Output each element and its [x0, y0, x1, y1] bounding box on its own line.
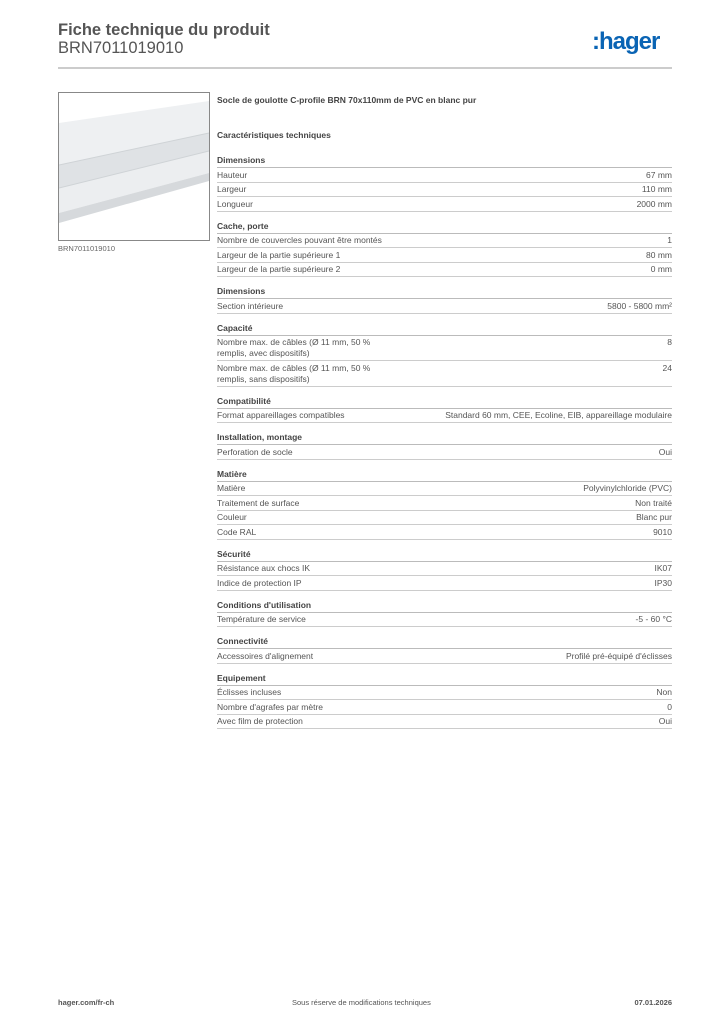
spec-value: Blanc pur [636, 512, 672, 522]
spec-value: -5 - 60 °C [635, 614, 672, 624]
spec-section [217, 154, 672, 212]
spec-value: Standard 60 mm, CEE, Ecoline, EIB, appareillage modulaire [445, 410, 672, 420]
spec-label: Éclisses incluses [217, 687, 282, 697]
spec-label: Matière [217, 483, 246, 493]
spec-label: Code RAL [217, 526, 257, 537]
spec-label: Traitement de surface [217, 497, 300, 508]
spec-section [217, 285, 672, 314]
spec-section [217, 468, 672, 540]
spec-value: Polyvinylchloride (PVC) [583, 483, 672, 493]
footer-date: 07.01.2026 [634, 998, 672, 1007]
spec-row [217, 299, 672, 314]
spec-value: 0 [667, 701, 672, 712]
section-title: Installation, montage [217, 431, 672, 445]
spec-row [217, 700, 672, 715]
spec-value: Profilé pré-équipé d'éclisses [565, 650, 672, 661]
section-title: Matière [217, 468, 672, 482]
spec-row [217, 496, 672, 511]
spec-section [217, 548, 672, 591]
spec-label: Nombre de couvercles pouvant être montés [217, 235, 382, 245]
spec-value: Non traité [635, 497, 672, 508]
spec-section [217, 220, 672, 278]
spec-section [217, 431, 672, 460]
spec-value: Non [656, 687, 672, 697]
spec-row [217, 576, 672, 591]
spec-label: Section intérieure [217, 300, 284, 311]
section-title: Sécurité [217, 548, 672, 562]
spec-value: 8 [667, 337, 672, 347]
spec-value: Oui [658, 716, 672, 726]
product-description: Socle de goulotte C-profile BRN 70x110mm de PVC en blanc pur [217, 95, 477, 105]
section-title: Conditions d'utilisation [217, 599, 672, 613]
spec-value: 110 mm [641, 184, 672, 194]
spec-row [217, 686, 672, 701]
spec-label: Nombre max. de câbles (Ø 11 mm, 50 % remplis, sans dispositifs) [217, 362, 371, 384]
section-title: Dimensions [217, 285, 672, 299]
spec-section [217, 672, 672, 730]
spec-row [217, 649, 672, 664]
hager-logo: :hager [592, 28, 660, 55]
specs-heading: Caractéristiques techniques [217, 130, 331, 140]
spec-value: IP30 [654, 577, 672, 588]
spec-row [217, 613, 672, 628]
section-title: Dimensions [217, 154, 672, 168]
page-title: Fiche technique du produit [58, 21, 270, 39]
spec-label: Perforation de socle [217, 446, 293, 457]
section-title: Connectivité [217, 635, 672, 649]
spec-label: Hauteur [217, 169, 248, 180]
spec-row [217, 445, 672, 460]
spec-label: Résistance aux chocs IK [217, 563, 311, 573]
product-code: BRN7011019010 [58, 39, 184, 57]
spec-label: Avec film de protection [217, 716, 303, 726]
image-caption: BRN7011019010 [58, 244, 115, 253]
spec-value: 2000 mm [636, 198, 672, 209]
spec-value: 1 [667, 235, 672, 245]
footer-disclaimer: Sous réserve de modifications techniques [292, 998, 431, 1007]
spec-value: 24 [662, 362, 672, 373]
spec-row [217, 183, 672, 198]
spec-label: Indice de protection IP [217, 577, 302, 588]
spec-value: 67 mm [646, 169, 672, 180]
spec-row [217, 409, 672, 424]
spec-label: Couleur [217, 512, 247, 522]
spec-row [217, 482, 672, 497]
spec-label: Format appareillages compatibles [217, 410, 345, 420]
section-title: Cache, porte [217, 220, 672, 234]
spec-label: Longueur [217, 198, 253, 209]
spec-value: IK07 [654, 563, 672, 573]
spec-label: Accessoires d'alignement [217, 650, 314, 661]
spec-row [217, 525, 672, 540]
spec-row [217, 197, 672, 212]
product-image [58, 92, 210, 241]
spec-label: Largeur de la partie supérieure 2 [217, 264, 341, 274]
spec-section [217, 599, 672, 628]
spec-value: 9010 [653, 526, 672, 537]
spec-value: 80 mm [646, 249, 672, 260]
spec-row [217, 715, 672, 730]
footer-website[interactable]: hager.com/fr-ch [58, 998, 115, 1007]
section-title: Compatibilité [217, 395, 672, 409]
spec-label: Température de service [217, 614, 306, 624]
spec-label: Largeur de la partie supérieure 1 [217, 249, 341, 260]
spec-label: Nombre d'agrafes par mètre [217, 701, 324, 712]
spec-sections [217, 154, 672, 729]
spec-value: Oui [658, 446, 672, 457]
section-title: Equipement [217, 672, 672, 686]
spec-row [217, 234, 672, 249]
header-divider [58, 67, 672, 69]
spec-column [217, 95, 672, 737]
spec-value: 0 mm [650, 264, 672, 274]
section-title: Capacité [217, 322, 672, 336]
spec-row [217, 511, 672, 526]
spec-row [217, 336, 672, 362]
spec-row [217, 248, 672, 263]
spec-section [217, 395, 672, 424]
spec-row [217, 361, 672, 387]
spec-value: 5800 - 5800 mm² [607, 300, 672, 311]
spec-section [217, 322, 672, 387]
spec-row [217, 168, 672, 183]
spec-row [217, 562, 672, 577]
spec-section [217, 635, 672, 664]
spec-label: Nombre max. de câbles (Ø 11 mm, 50 % remplis, avec dispositifs) [217, 337, 371, 358]
spec-label: Largeur [217, 184, 247, 194]
spec-row [217, 263, 672, 278]
